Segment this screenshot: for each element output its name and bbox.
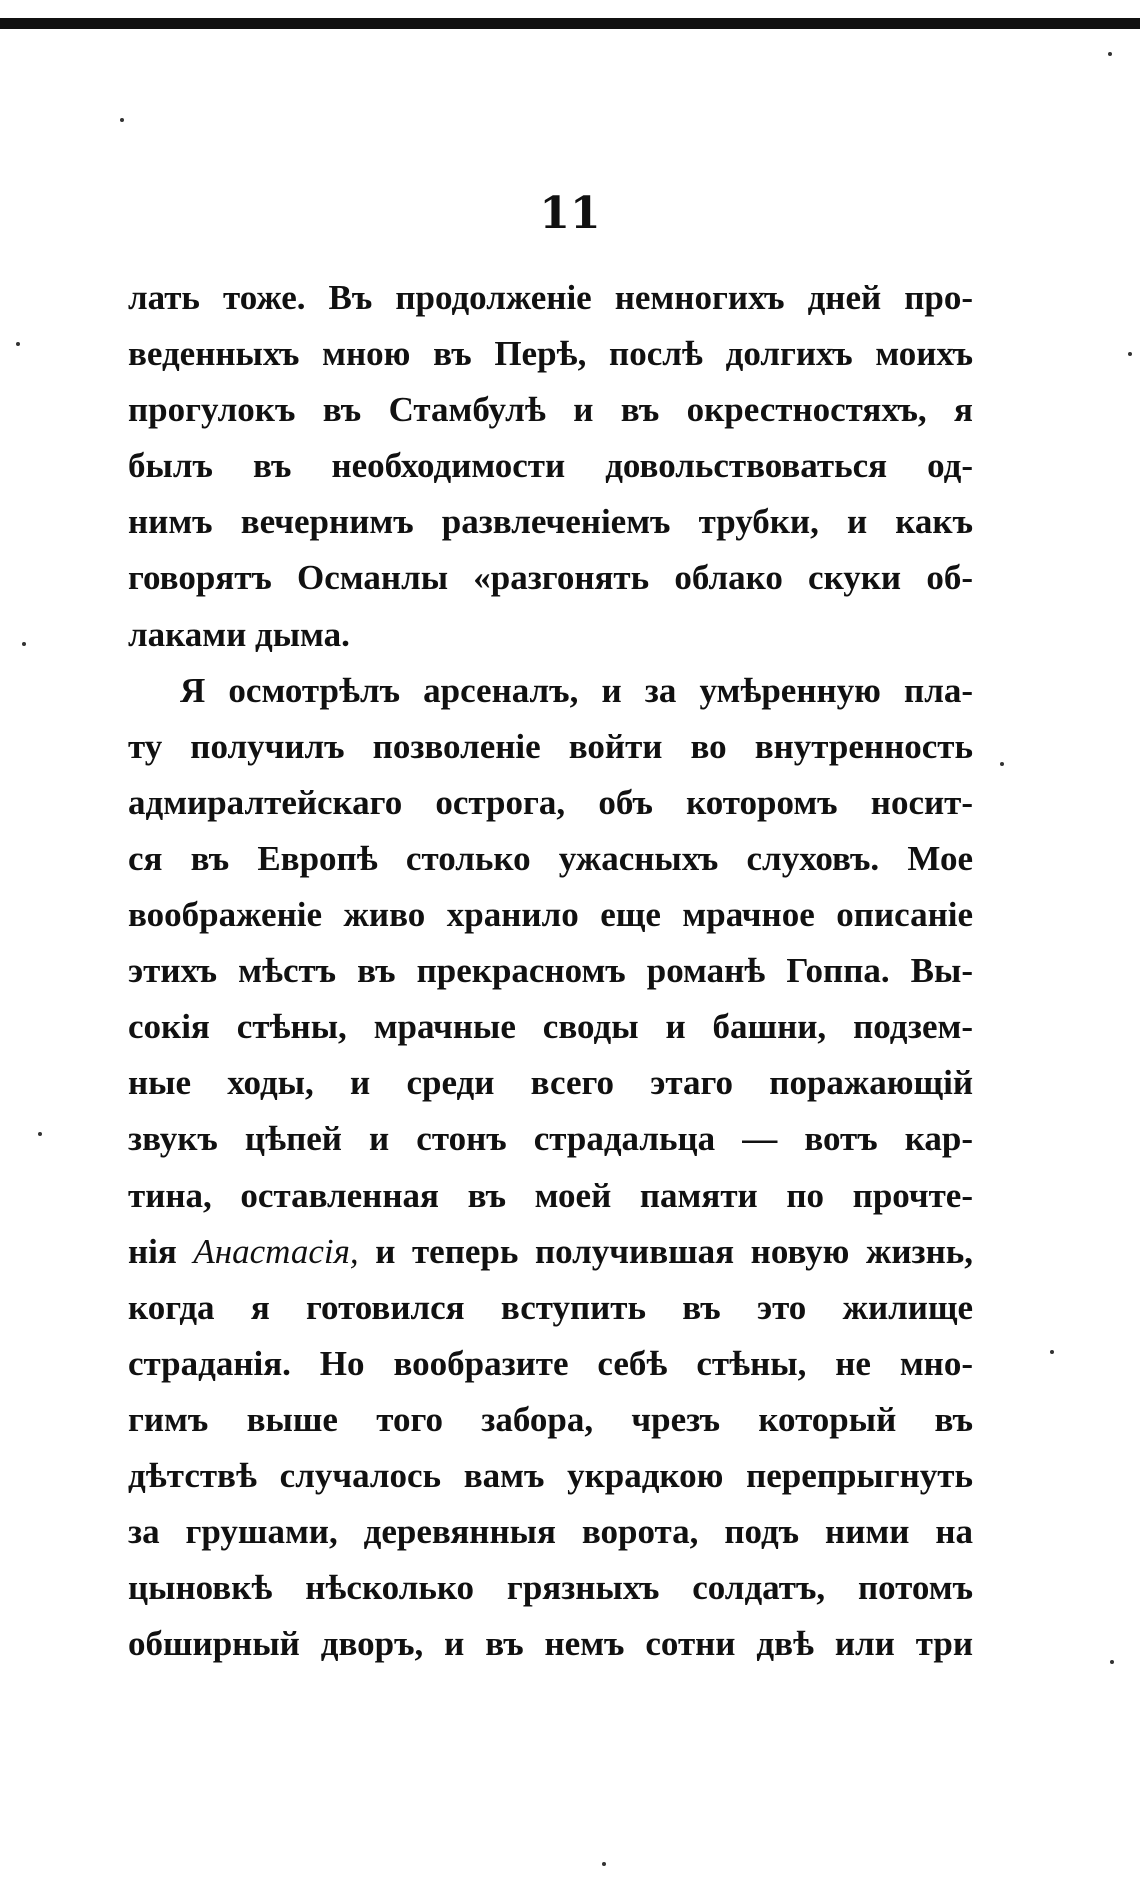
scan-speck (1050, 1350, 1054, 1354)
text-line: говорятъ Османлы «разгонять облако скуки об- (128, 558, 973, 598)
top-border-rule (0, 18, 1140, 29)
scan-speck (602, 1862, 606, 1866)
scan-speck (1110, 1660, 1114, 1664)
text-line: адмиралтейскаго острога, объ которомъ носит- (128, 782, 973, 822)
text-line: былъ въ необходимости довольствоваться од- (128, 446, 973, 486)
text-line: воображеніе живо хранило еще мрачное описаніе (128, 895, 973, 935)
text-line: цыновкѣ нѣсколько грязныхъ солдатъ, потомъ (128, 1568, 973, 1608)
paragraph-first-line: Я осмотрѣлъ арсеналъ, и за умѣренную пла- (180, 670, 973, 710)
line-prefix: нія (128, 1231, 177, 1271)
line-suffix: и теперь получившая новую жизнь, (375, 1231, 973, 1271)
text-line: сокія стѣны, мрачные своды и башни, подзем- (128, 1007, 973, 1047)
text-line: веденныхъ мною въ Перѣ, послѣ долгихъ моихъ (128, 334, 973, 374)
scan-speck (1108, 52, 1112, 56)
scan-speck (16, 342, 20, 346)
text-line: обширный дворъ, и въ немъ сотни двѣ или три (128, 1624, 973, 1664)
scan-speck (22, 642, 26, 646)
text-line: прогулокъ въ Стамбулѣ и въ окрестностяхъ, я (128, 390, 973, 430)
text-line: ту получилъ позволеніе войти во внутренность (128, 726, 973, 766)
text-line: ные ходы, и среди всего этаго поражающій (128, 1063, 973, 1103)
text-line: лаками дыма. (128, 614, 350, 654)
page-number: 11 (539, 188, 601, 239)
text-line: ся въ Европѣ столько ужасныхъ слуховъ. Мое (128, 838, 973, 878)
text-line: нимъ вечернимъ развлеченіемъ трубки, и какъ (128, 502, 973, 542)
text-line: дѣтствѣ случалось вамъ украдкою перепрыгнуть (128, 1455, 973, 1495)
scan-speck (120, 118, 124, 122)
text-line: тина, оставленная въ моей памяти по прочте- (128, 1175, 973, 1215)
scan-speck (38, 1132, 42, 1136)
text-line: за грушами, деревянныя ворота, подъ ними на (128, 1512, 973, 1552)
text-line: страданія. Но вообразите себѣ стѣны, не мно- (128, 1343, 973, 1383)
body-text (128, 270, 973, 1672)
italic-book-title: Анастасія, (193, 1231, 359, 1271)
text-line: лать тоже. Въ продолженіе немногихъ дней про- (128, 278, 973, 317)
text-line: звукъ цѣпей и стонъ страдальца — вотъ кар- (128, 1119, 973, 1159)
scan-speck (1000, 762, 1004, 766)
text-line: этихъ мѣстъ въ прекрасномъ романѣ Гоппа. Вы- (128, 951, 973, 991)
text-line: когда я готовился вступить въ это жилище (128, 1287, 973, 1327)
text-line-with-title (128, 1224, 973, 1280)
text-line: гимъ выше того забора, чрезъ который въ (128, 1399, 973, 1439)
scan-speck (1128, 352, 1132, 356)
